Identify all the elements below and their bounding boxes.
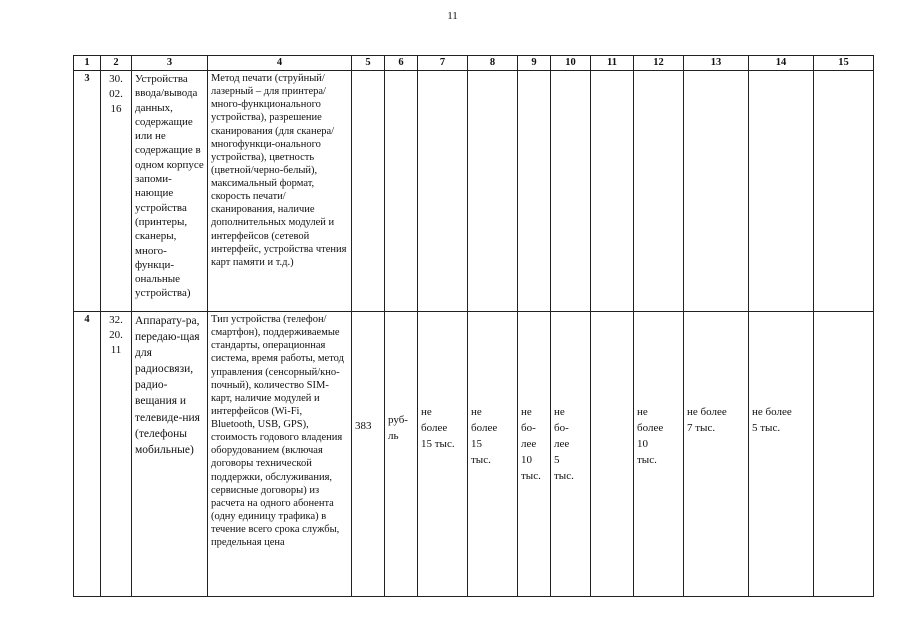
cell-c7: не более 15 тыс. [418,312,468,597]
col-header-3: 3 [132,56,208,71]
col-header-10: 10 [551,56,591,71]
cell-c12: не более 10 тыс. [634,312,684,597]
col-header-4: 4 [208,56,352,71]
row-number: 4 [74,312,101,597]
row-name: Аппарату-ра, передаю-щая для радиосвязи, радио-вещания и телевиде-ния (телефоны мобильные) [132,312,208,597]
cell-c13: не более 7 тыс. [684,312,749,597]
cell-c9: не бо- лее 10 тыс. [518,312,551,597]
col-header-7: 7 [418,56,468,71]
row-name: Устройства ввода/вывода данных, содержащие или не содержащие в одном корпусе запоми-нающие устройства (принтеры, сканеры, много-функци-ональные устройства) [132,71,208,312]
row-code: 32. 20. 11 [101,312,132,597]
col-header-13: 13 [684,56,749,71]
cell-c14 [749,71,814,312]
cell-c5 [352,71,385,312]
cell-c13 [684,71,749,312]
col-header-14: 14 [749,56,814,71]
row-description: Тип устройства (телефон/смартфон), поддерживаемые стандарты, операционная система, время работы, метод управления (сенсорный/кно-почный), количество SIM-карт, наличие модулей и интерфейсов (Wi-Fi, Bluetooth, USB, GPS), стоимость годового владения оборудованием (включая договоры технической поддержки, обслуживания, сервисные договоры) из расчета на одного абонента (одну единицу трафика) в течение всего срока службы, предельная цена [208,312,352,597]
col-header-9: 9 [518,56,551,71]
col-header-6: 6 [385,56,418,71]
cell-c10 [551,71,591,312]
col-header-12: 12 [634,56,684,71]
cell-c15 [814,71,874,312]
requirements-table [73,55,874,597]
row-description: Метод печати (струйный/лазерный – для принтера/много-функционального устройства), разрешение сканирования (для сканера/многофункци-онального устройства), цветность (цветной/черно-белый), максимальный формат, скорость печати/сканирования, наличие дополнительных модулей и интерфейсов (сетевой интерфейс, устройства чтения карт памяти и т.д.) [208,71,352,312]
cell-c8: не более 15 тыс. [468,312,518,597]
cell-c11 [591,312,634,597]
cell-c9 [518,71,551,312]
cell-c8 [468,71,518,312]
table-row [74,312,874,597]
col-header-15: 15 [814,56,874,71]
col-header-1: 1 [74,56,101,71]
col-header-2: 2 [101,56,132,71]
cell-c11 [591,71,634,312]
cell-c5: 383 [352,312,385,597]
row-code: 30. 02. 16 [101,71,132,312]
cell-c15 [814,312,874,597]
cell-c12 [634,71,684,312]
col-header-5: 5 [352,56,385,71]
col-header-11: 11 [591,56,634,71]
header-row [74,56,874,71]
cell-c14: не более 5 тыс. [749,312,814,597]
page-number: 11 [447,10,458,22]
table-row [74,71,874,312]
col-header-8: 8 [468,56,518,71]
cell-c7 [418,71,468,312]
row-number: 3 [74,71,101,312]
cell-c6: руб- ль [385,312,418,597]
cell-c6 [385,71,418,312]
cell-c10: не бо- лее 5 тыс. [551,312,591,597]
